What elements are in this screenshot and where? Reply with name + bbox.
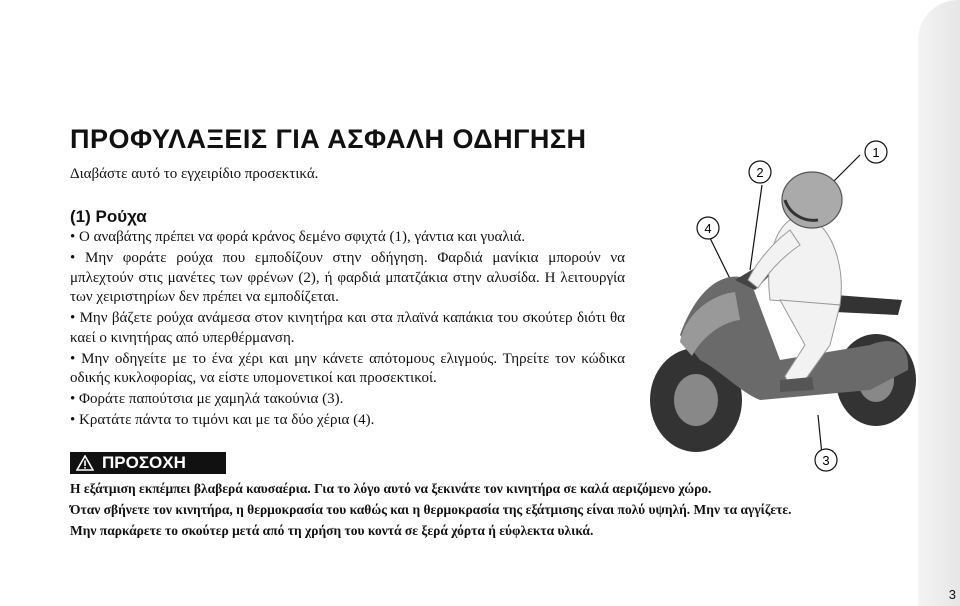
seat [835,295,902,315]
list-item: • Φοράτε παπούτσια με χαμηλά τακούνια (3). [70,390,625,410]
list-item: • Μην βάζετε ρούχα ανάμεσα στον κινητήρα και στα πλαϊνά καπάκια του σκούτερ διότι θα καεί ο κινητήρας από υπερθέρμανση. [70,309,625,348]
callout-label-1: 1 [872,145,880,160]
bullet-list [70,228,625,432]
list-item: • Ο αναβάτης πρέπει να φορά κράνος δεμένο σφιχτά (1), γάντια και γυαλιά. [70,228,625,248]
warning-line: Όταν σβήνετε τον κινητήρα, η θερμοκρασία του καθώς και η θερμοκρασία της εξάτμισης είναι πολύ υψηλή. Μην τα αγγίζετε. [70,502,792,517]
callout-leader [750,185,762,270]
warning-banner [70,452,226,474]
callout-label-4: 4 [704,221,712,236]
list-item: • Μην οδηγείτε με το ένα χέρι και μην κάνετε απότομους ελιγμούς. Τηρείτε τον κώδικα οδικής κυκλοφορίας, να είστε υπομονετικοί και προσεκτικοί. [70,350,625,389]
warning-triangle-icon [76,455,94,471]
front-wheel-hub [674,374,718,426]
rider-torso [769,220,842,305]
list-item: • Μην φοράτε ρούχα που εμποδίζουν στην οδήγηση. Φαρδιά μανίκια μπορούν να μπλεχτούν στις μανέτες των φρένων (2), ή φαρδιά μπατζάκια στην αλυσίδα. Η λειτουργία των χειριστηρίων δεν πρέπει να εμποδίζεται. [70,249,625,308]
page-edge-band [918,0,960,606]
page-title: ΠΡΟΦΥΛΑΞΕΙΣ ΓΙΑ ΑΣΦΑΛΗ ΟΔΗΓΗΣΗ [70,124,587,154]
page-number: 3 [948,587,956,602]
callout-label-2: 2 [756,165,764,180]
warning-line: Μην παρκάρετε το σκούτερ μετά από τη χρήση του κοντά σε ξερά χόρτα ή εύφλεκτα υλικά. [70,523,594,538]
section-heading: (1) Ρούχα [70,207,147,226]
callout-leader [818,415,822,455]
warning-label: ΠΡΟΣΟΧΗ [102,453,186,472]
warning-line: Η εξάτμιση εκπέμπει βλαβερά καυσαέρια. Για το λόγο αυτό να ξεκινάτε τον κινητήρα σε καλά αεριζόμενο χώρο. [70,481,712,496]
list-item: • Κρατάτε πάντα το τιμόνι και με τα δύο χέρια (4). [70,411,625,431]
page-subtitle: Διαβάστε αυτό το εγχειρίδιο προσεκτικά. [70,166,319,182]
scooter-rider-illustration [640,130,920,570]
callout-label-3: 3 [822,453,830,468]
